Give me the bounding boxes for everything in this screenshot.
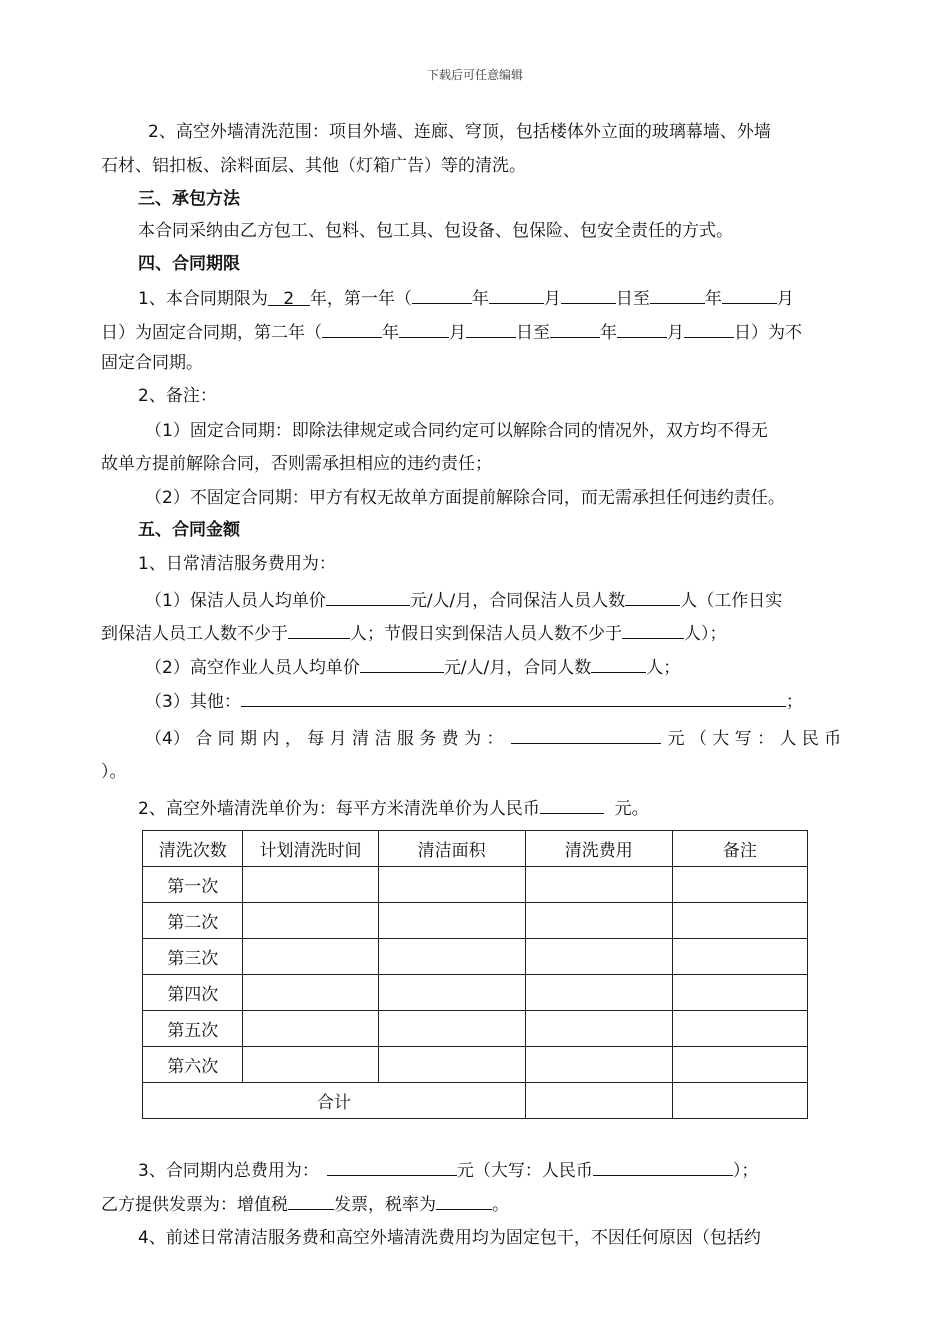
table-cell[interactable] bbox=[243, 939, 378, 975]
table-row bbox=[143, 939, 808, 975]
cleaner-count-field[interactable] bbox=[625, 587, 680, 606]
term-line-2: 日）为固定合同期，第二年（ 年 月 日至 年 月 日）为不 bbox=[101, 319, 802, 345]
total-remark-cell[interactable] bbox=[672, 1083, 807, 1119]
table-cell[interactable] bbox=[525, 939, 672, 975]
table-cell[interactable] bbox=[243, 903, 378, 939]
high-altitude-unit-price-field[interactable] bbox=[360, 654, 444, 673]
col-header-count: 清洗次数 bbox=[143, 831, 243, 867]
workday-min-field[interactable] bbox=[288, 620, 350, 639]
fee-2-line: 2、高空外墙清洗单价为：每平方米清洗单价为人民币 元。 bbox=[138, 795, 649, 821]
table-cell[interactable] bbox=[672, 1047, 807, 1083]
table-cell[interactable] bbox=[525, 867, 672, 903]
heading-contract-term: 四、合同期限 bbox=[138, 254, 240, 274]
other-fee-field[interactable] bbox=[241, 688, 786, 707]
table-cell[interactable] bbox=[525, 1047, 672, 1083]
page-header: 下载后可任意编辑 bbox=[426, 68, 523, 82]
fee-1-1-line-a: （1）保洁人员人均单价 元/人/月，合同保洁人员人数 人（工作日实 bbox=[145, 587, 782, 613]
table-row bbox=[143, 975, 808, 1011]
fee-1-4-line: （4） 合 同 期 内 ， 每 月 清 洁 服 务 费 为 ： 元 （ 大 写 ： 人 民 币 bbox=[145, 725, 841, 751]
table-cell[interactable] bbox=[672, 1011, 807, 1047]
table-cell[interactable] bbox=[378, 1047, 525, 1083]
blank[interactable] bbox=[489, 285, 544, 304]
row-label: 第一次 bbox=[143, 867, 243, 903]
table-cell[interactable] bbox=[378, 975, 525, 1011]
note-2: （2）不固定合同期：甲方有权无故单方面提前解除合同，而无需承担任何违约责任。 bbox=[145, 488, 785, 508]
note-1b: 故单方提前解除合同，否则需承担相应的违约责任； bbox=[101, 454, 492, 474]
blank[interactable] bbox=[561, 285, 616, 304]
table-cell[interactable] bbox=[243, 975, 378, 1011]
holiday-min-field[interactable] bbox=[622, 620, 684, 639]
tax-rate-field[interactable] bbox=[436, 1191, 492, 1210]
monthly-fee-field[interactable] bbox=[511, 725, 661, 744]
fee-1-4-close: ）。 bbox=[101, 762, 127, 782]
heading-contract-amount: 五、合同金额 bbox=[138, 520, 240, 540]
table-cell[interactable] bbox=[243, 1011, 378, 1047]
col-header-time: 计划清洗时间 bbox=[243, 831, 378, 867]
invoice-type-field[interactable] bbox=[288, 1191, 334, 1210]
table-cell[interactable] bbox=[672, 939, 807, 975]
invoice-line: 乙方提供发票为：增值税 发票，税率为 。 bbox=[101, 1191, 509, 1217]
row-label: 第六次 bbox=[143, 1047, 243, 1083]
total-fee-cell[interactable] bbox=[525, 1083, 672, 1119]
note-1a: （1）固定合同期：即除法律规定或合同约定可以解除合同的情况外，双方均不得无 bbox=[145, 421, 768, 441]
para-contract-method: 本合同采纳由乙方包工、包料、包工具、包设备、包保险、包安全责任的方式。 bbox=[138, 221, 733, 241]
table-cell[interactable] bbox=[243, 867, 378, 903]
table-total-row bbox=[143, 1083, 808, 1119]
blank[interactable] bbox=[550, 319, 600, 338]
table-cell[interactable] bbox=[378, 939, 525, 975]
high-altitude-count-field[interactable] bbox=[591, 654, 646, 673]
table-row bbox=[143, 903, 808, 939]
term-years-field[interactable]: 2 bbox=[268, 287, 310, 306]
table-header-row bbox=[143, 831, 808, 867]
table-row bbox=[143, 1047, 808, 1083]
blank[interactable] bbox=[650, 285, 705, 304]
cleaning-schedule-table bbox=[142, 830, 808, 1119]
total-label: 合计 bbox=[143, 1083, 526, 1119]
para-scope-2: 石材、铝扣板、涂料面层、其他（灯箱广告）等的清洗。 bbox=[101, 156, 526, 176]
blank[interactable] bbox=[466, 319, 516, 338]
cleaner-unit-price-field[interactable] bbox=[326, 587, 410, 606]
fee-3-line: 3、合同期内总费用为： 元（大写：人民币 ）； bbox=[138, 1157, 758, 1183]
col-header-remark: 备注 bbox=[672, 831, 807, 867]
term-line-3: 固定合同期。 bbox=[101, 353, 203, 373]
table-cell[interactable] bbox=[525, 1011, 672, 1047]
total-fee-field[interactable] bbox=[327, 1157, 457, 1176]
table-row bbox=[143, 867, 808, 903]
row-label: 第二次 bbox=[143, 903, 243, 939]
blank[interactable] bbox=[684, 319, 734, 338]
table-cell[interactable] bbox=[672, 867, 807, 903]
table-cell[interactable] bbox=[243, 1047, 378, 1083]
blank[interactable] bbox=[322, 319, 382, 338]
row-label: 第五次 bbox=[143, 1011, 243, 1047]
row-label: 第三次 bbox=[143, 939, 243, 975]
table-cell[interactable] bbox=[378, 867, 525, 903]
fee-1-3-line: （3）其他： ； bbox=[145, 688, 803, 714]
sqm-unit-price-field[interactable] bbox=[540, 795, 604, 814]
table-cell[interactable] bbox=[672, 903, 807, 939]
table-cell[interactable] bbox=[525, 975, 672, 1011]
col-header-fee: 清洗费用 bbox=[525, 831, 672, 867]
note-label: 2、备注： bbox=[138, 386, 217, 406]
blank[interactable] bbox=[412, 285, 472, 304]
heading-contract-method: 三、承包方法 bbox=[138, 189, 240, 209]
col-header-area: 清洁面积 bbox=[378, 831, 525, 867]
blank[interactable] bbox=[722, 285, 777, 304]
fee-1-1-line-b: 到保洁人员工人数不少于 人；节假日实到保洁人员人数不少于 人）； bbox=[101, 620, 727, 646]
table-cell[interactable] bbox=[378, 1011, 525, 1047]
row-label: 第四次 bbox=[143, 975, 243, 1011]
para-fixed-fee: 4、前述日常清洁服务费和高空外墙清洗费用均为固定包干，不因任何原因（包括约 bbox=[138, 1228, 761, 1248]
table-cell[interactable] bbox=[525, 903, 672, 939]
total-fee-uppercase-field[interactable] bbox=[593, 1157, 733, 1176]
table-cell[interactable] bbox=[672, 975, 807, 1011]
blank[interactable] bbox=[399, 319, 449, 338]
para-scope-1: 2、高空外墙清洗范围：项目外墙、连廊、穹顶，包括楼体外立面的玻璃幕墙、外墙 bbox=[148, 122, 771, 142]
fee-1-2-line: （2）高空作业人员人均单价 元/人/月，合同人数 人； bbox=[145, 654, 680, 680]
fee-1-label: 1、日常清洁服务费用为： bbox=[138, 554, 336, 574]
table-cell[interactable] bbox=[378, 903, 525, 939]
table-row bbox=[143, 1011, 808, 1047]
term-line-1: 1、本合同期限为 2 年，第一年（ 年 月 日至 年 月 bbox=[138, 285, 794, 311]
blank[interactable] bbox=[617, 319, 667, 338]
